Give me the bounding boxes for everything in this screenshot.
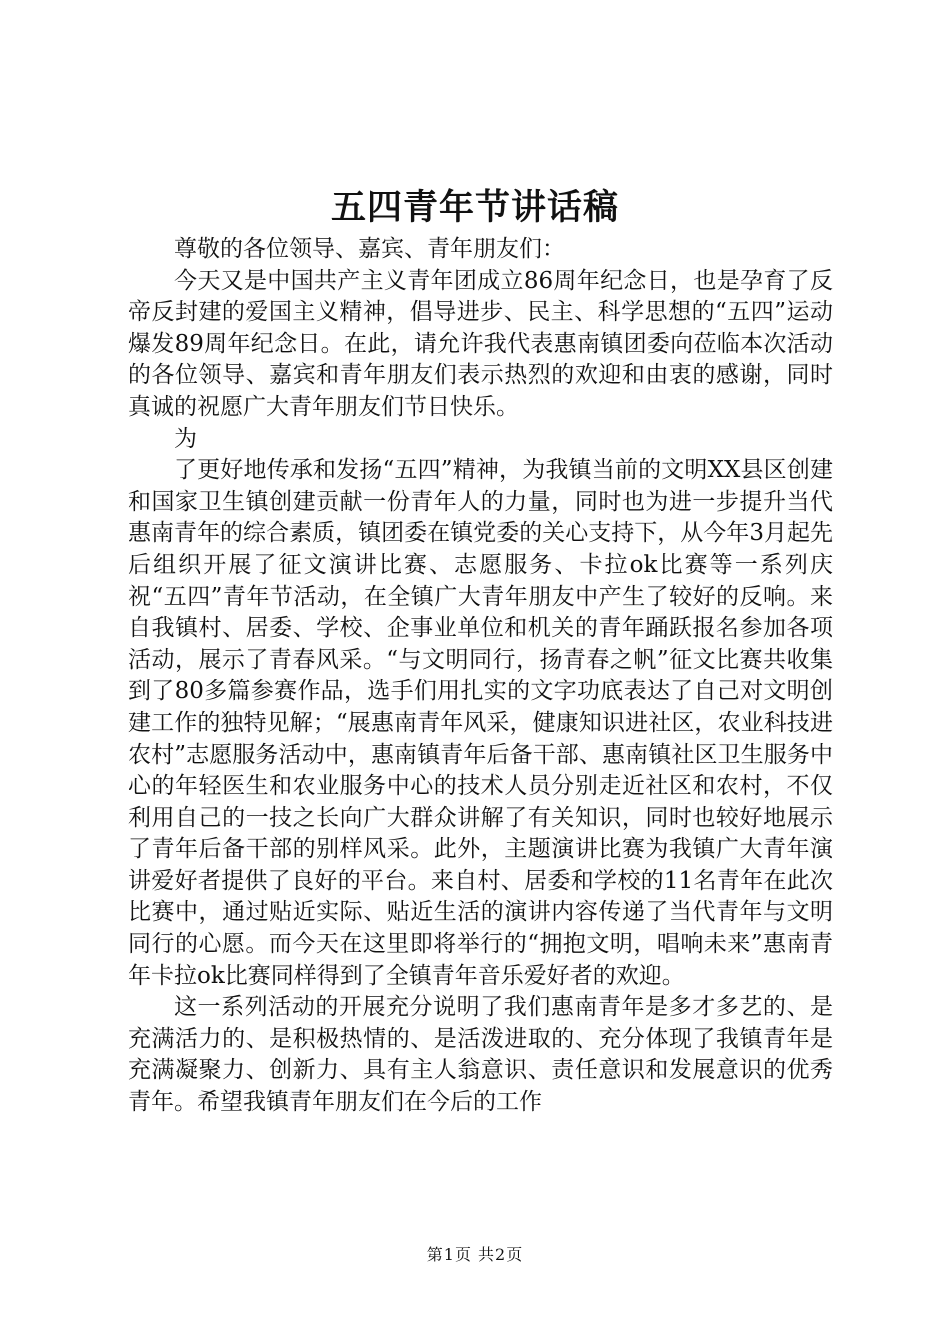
body-paragraph-4: 这一系列活动的开展充分说明了我们惠南青年是多才多艺的、是充满活力的、是积极热情的、是活泼进取的、充分体现了我镇青年是充满凝聚力、创新力、具有主人翁意识、责任意识和发展意识的优秀青年。希望我镇青年朋友们在今后的工作	[128, 994, 833, 1116]
body-paragraph-1: 今天又是中国共产主义青年团成立86周年纪念日，也是孕育了反帝反封建的爱国主义精神，倡导进步、民主、科学思想的“五四”运动爆发89周年纪念日。在此，请允许我代表惠南镇团委向莅临本次活动的各位领导、嘉宾和青年朋友们表示热烈的欢迎和由衷的感谢，同时真诚的祝愿广大青年朋友们节日快乐。	[128, 267, 833, 420]
body-paragraph-2: 为	[174, 425, 197, 452]
salutation-paragraph: 尊敬的各位领导、嘉宾、青年朋友们：	[174, 236, 565, 262]
document-body	[128, 234, 833, 1119]
page-footer: 第1页 共2页	[426, 1245, 524, 1264]
body-paragraph-3: 了更好地传承和发扬“五四”精神，为我镇当前的文明XX县区创建和国家卫生镇创建贡献一份青年人的力量，同时也为进一步提升当代惠南青年的综合素质，镇团委在镇党委的关心支持下，从今年3月起先后组织开展了征文演讲比赛、志愿服务、卡拉ok比赛等一系列庆祝“五四”青年节活动，在全镇广大青年朋友中产生了较好的反响。来自我镇村、居委、学校、企事业单位和机关的青年踊跃报名参加各项活动，展示了青春风采。“与文明同行，扬青春之帆”征文比赛共收集到了80多篇参赛作品，选手们用扎实的文字功底表达了自己对文明创建工作的独特见解；“展惠南青年风采，健康知识进社区，农业科技进农村”志愿服务活动中，惠南镇青年后备干部、惠南镇社区卫生服务中心的年轻医生和农业服务中心的技术人员分别走近社区和农村，不仅利用自己的一技之长向广大群众讲解了有关知识，同时也较好地展示了青年后备干部的别样风采。此外，主题演讲比赛为我镇广大青年演讲爱好者提供了良好的平台。来自村、居委和学校的11名青年在此次比赛中，通过贴近实际、贴近生活的演讲内容传递了当代青年与文明同行的心愿。而今天在这里即将举行的“拥抱文明，唱响未来”惠南青年卡拉ok比赛同样得到了全镇青年音乐爱好者的欢迎。	[128, 457, 833, 989]
document-title: 五四青年节讲话稿	[330, 187, 619, 228]
